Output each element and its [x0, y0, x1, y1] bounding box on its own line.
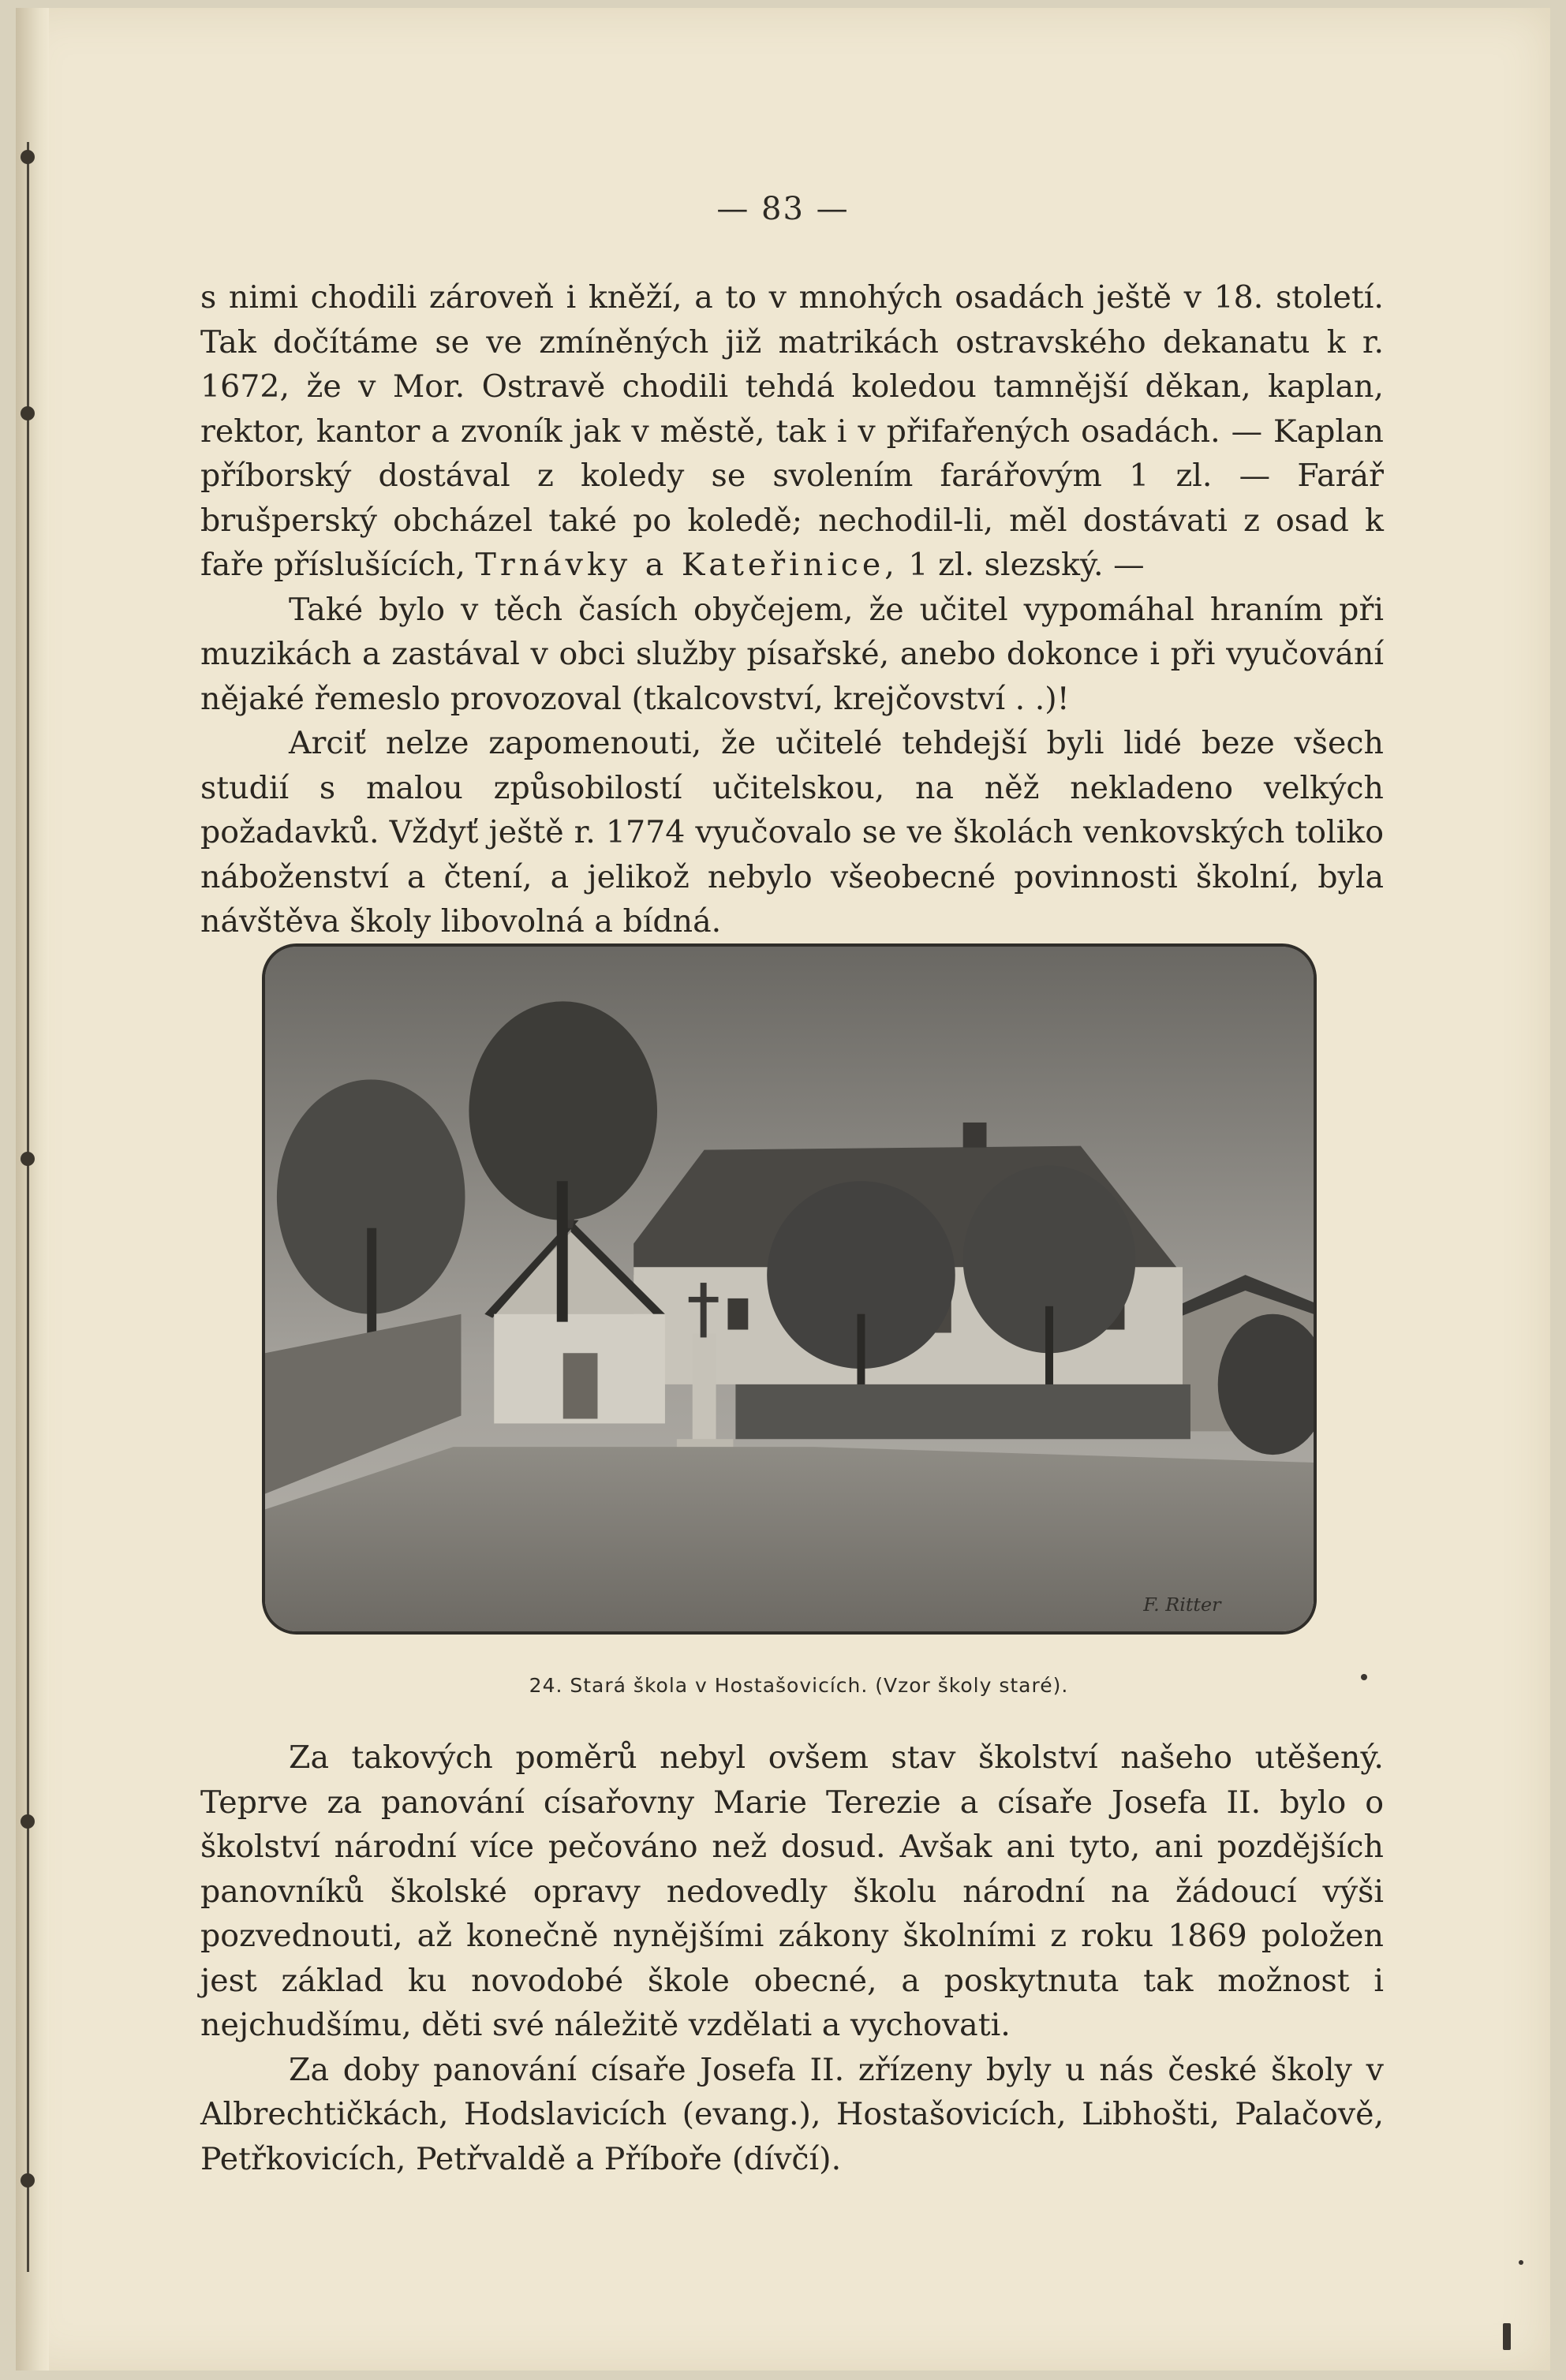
school-drawing — [265, 947, 1314, 1631]
binding-stitch — [21, 150, 35, 164]
binding-stitch — [21, 1814, 35, 1829]
illustration-old-school — [262, 943, 1317, 1635]
paper-speck — [1361, 1674, 1367, 1680]
text-block-top — [200, 275, 1384, 944]
cross — [701, 1283, 707, 1337]
spaced-place-names: Trnávky a Kateřinice, — [475, 547, 899, 583]
paragraph: Za takových poměrů nebyl ovšem stav školství našeho utěšený. Teprve za panování císařovny Marie Terezie a císaře Josefa II. bylo o školství národní více pečováno než dosud. Avšak ani tyto, ani pozdějších panovníků školské opravy nedovedly školu národní na žádoucí výši pozvednouti, až konečně nynějšími zákony školními z roku 1869 položen jest základ ku novodobé škole obecné, a poskytnuta tak možnost i nejchudšímu, děti své náležitě vzdělati a vychovati. — [200, 1739, 1384, 2043]
paragraph-text-end: 1 zl. slezský. — — [898, 547, 1145, 583]
chimney — [963, 1123, 987, 1148]
paper-mark — [1503, 2323, 1511, 2350]
binding-stitch — [21, 1152, 35, 1166]
book-page — [16, 8, 1550, 2371]
text-block-bottom — [200, 1735, 1384, 2181]
hedge — [735, 1384, 1190, 1439]
artist-signature: F. Ritter — [1143, 1594, 1221, 1616]
chapel-door — [563, 1353, 598, 1418]
cross-monument — [693, 1333, 716, 1443]
paragraph — [200, 275, 1384, 588]
paragraph: Také bylo v těch časích obyčejem, že učitel vypomáhal hraním při muzikách a zastával v obci služby písařské, anebo dokonce i při vyučování nějaké řemeslo provozoval (tkalcovství, krejčovství . .)! — [200, 591, 1384, 717]
school-window — [727, 1298, 748, 1330]
paragraph: Za doby panování císaře Josefa II. zřízeny byly u nás české školy v Albrechtičkách, Hodslavicích (evang.), Hostašovicích, Libhošti, Palačově, Petřkovicích, Petřvaldě a Příboře (dívčí). — [200, 2051, 1384, 2177]
paragraph-text: s nimi chodili zároveň i kněží, a to v mnohých osadách ještě v 18. století. Tak dočítáme se ve zmíněných již matrikách ostravského dekanatu k r. 1672, že v Mor. Ostravě chodili tehdá koledou tamnější děkan, kaplan, rektor, kantor a zvoník jak v městě, tak i v přifařených osadách. — Kaplan příborský dostával z koledy se svolením farářovým 1 zl. — Farář brušperský obcházel také po koledě; nechodil-li, měl dostávati z osad k faře příslušících, — [200, 279, 1384, 583]
figure-caption: 24. Stará škola v Hostašovicích. (Vzor školy staré). — [529, 1674, 1069, 1697]
binding-thread — [27, 142, 29, 2272]
binding-edge — [16, 8, 49, 2371]
binding-stitch — [21, 406, 35, 420]
page-number: — 83 — — [716, 191, 850, 227]
paper-speck — [1519, 2260, 1523, 2265]
binding-stitch — [21, 2173, 35, 2188]
paragraph: Arciť nelze zapomenouti, že učitelé tehdejší byli lidé beze všech studií s malou způsobilostí učitelskou, na něž nekladeno velkých požadavků. Vždyť ještě r. 1774 vyučovalo se ve školách venkovských toliko náboženství a čtení, a jelikož nebylo všeobecné povinnosti školní, byla návštěva školy libovolná a bídná. — [200, 725, 1384, 940]
